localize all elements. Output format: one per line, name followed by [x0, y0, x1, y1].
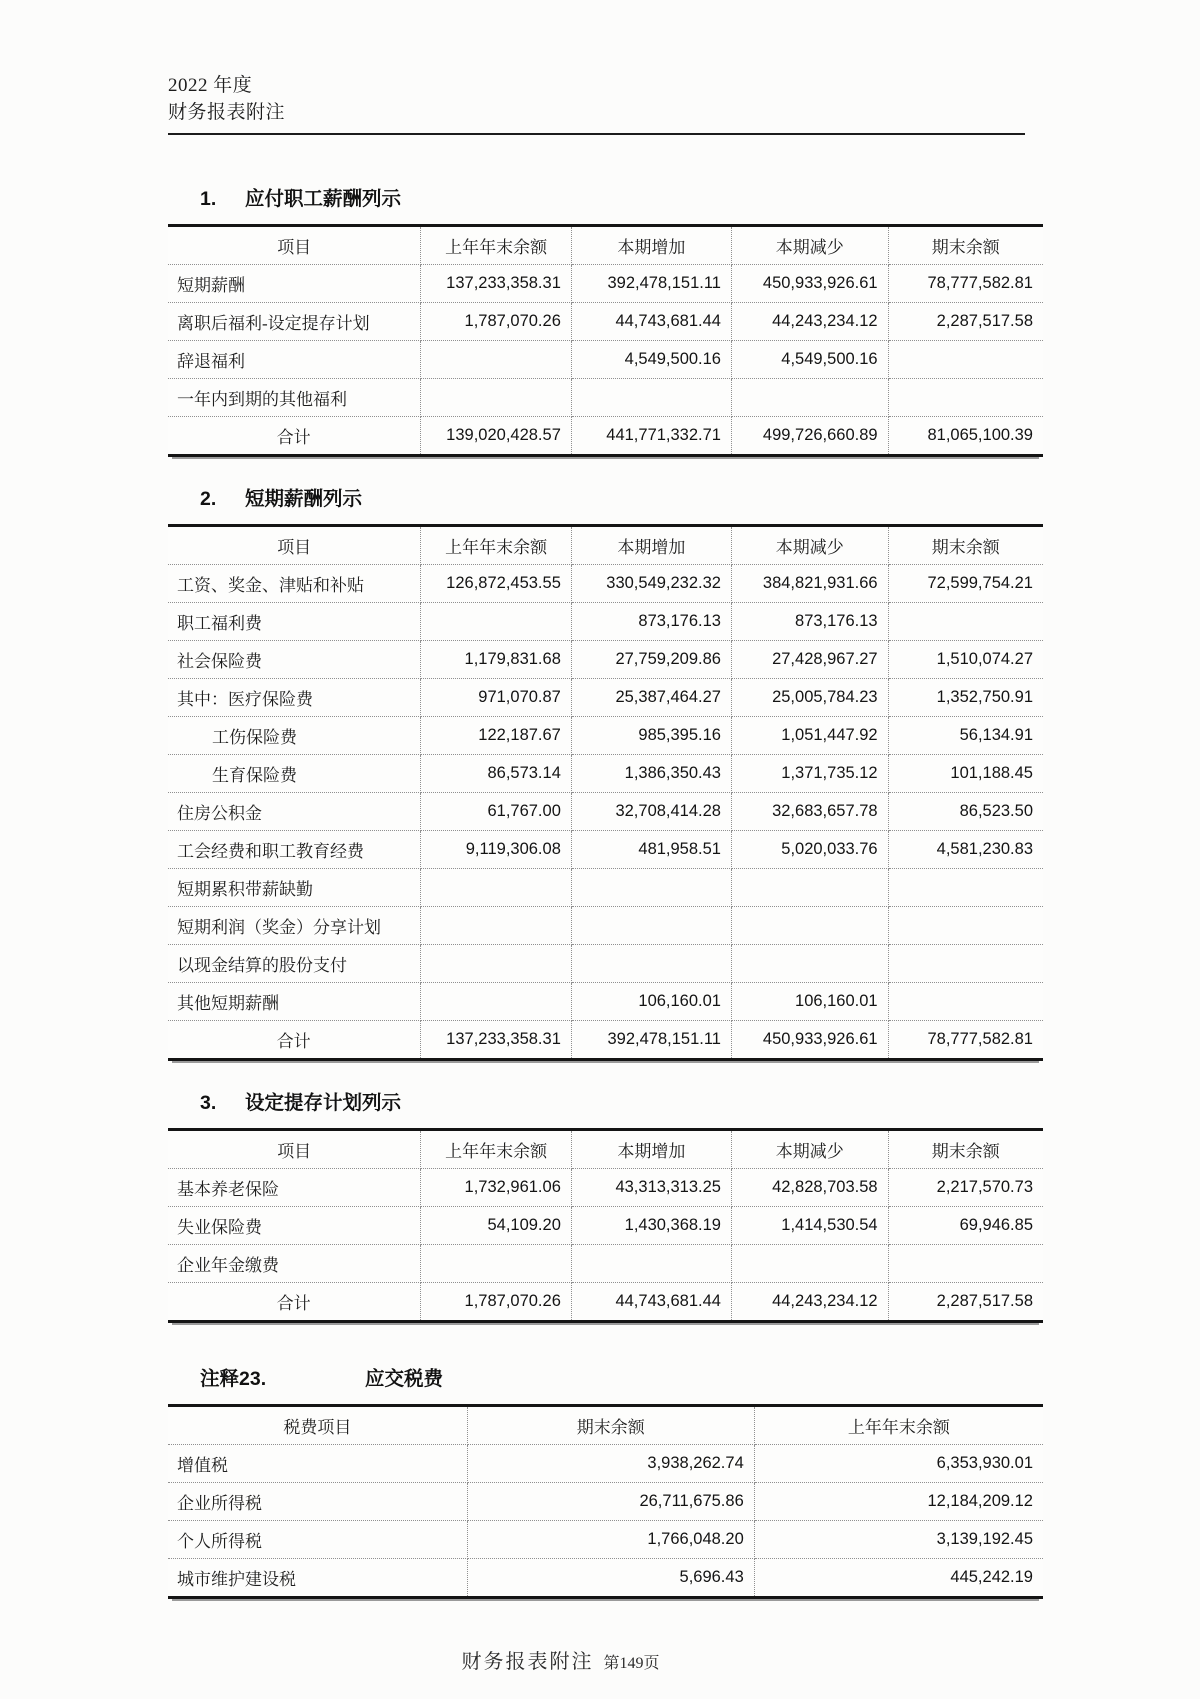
- table-row: [168, 303, 1043, 341]
- table-row: [168, 341, 1043, 379]
- footer-page-number: 第149页: [603, 1655, 660, 1672]
- cell-value: 2,217,570.73: [888, 1169, 1043, 1207]
- cell-value: 86,523.50: [888, 793, 1043, 831]
- cell-value: 32,683,657.78: [731, 793, 888, 831]
- cell-value: [731, 945, 888, 983]
- cell-value: 441,771,332.71: [571, 417, 731, 456]
- cell-value: [571, 907, 731, 945]
- cell-value: 86,573.14: [421, 755, 572, 793]
- cell-value: 2,287,517.58: [888, 1283, 1043, 1322]
- cell-value: 1,787,070.26: [421, 303, 572, 341]
- table-row: [168, 755, 1043, 793]
- cell-value: 69,946.85: [888, 1207, 1043, 1245]
- cell-value: 44,243,234.12: [731, 303, 888, 341]
- cell-value: 5,020,033.76: [731, 831, 888, 869]
- column-header: 期末余额: [888, 526, 1043, 565]
- cell-value: 137,233,358.31: [421, 265, 572, 303]
- cell-value: 44,743,681.44: [571, 303, 731, 341]
- cell-value: [731, 379, 888, 417]
- cell-value: 61,767.00: [421, 793, 572, 831]
- row-label: 失业保险费: [168, 1207, 421, 1245]
- cell-value: [888, 983, 1043, 1021]
- cell-value: 43,313,313.25: [571, 1169, 731, 1207]
- row-label: 离职后福利-设定提存计划: [168, 303, 421, 341]
- cell-value: 392,478,151.11: [571, 1021, 731, 1060]
- cell-value: [731, 907, 888, 945]
- header-row: [168, 526, 1043, 565]
- cell-value: 1,179,831.68: [421, 641, 572, 679]
- row-label: 住房公积金: [168, 793, 421, 831]
- cell-value: 32,708,414.28: [571, 793, 731, 831]
- section-number: 1.: [200, 188, 217, 210]
- cell-value: 450,933,926.61: [731, 1021, 888, 1060]
- table-row: [168, 379, 1043, 417]
- cell-value: 106,160.01: [731, 983, 888, 1021]
- document-header: [168, 0, 1043, 135]
- cell-value: 78,777,582.81: [888, 1021, 1043, 1060]
- table-row: [168, 983, 1043, 1021]
- cell-value: 27,428,967.27: [731, 641, 888, 679]
- column-header: 项目: [168, 1130, 421, 1169]
- section-heading: [200, 1363, 1043, 1391]
- row-label: 合计: [168, 417, 421, 456]
- cell-value: 1,510,074.27: [888, 641, 1043, 679]
- row-label: 工伤保险费: [168, 717, 421, 755]
- cell-value: 9,119,306.08: [421, 831, 572, 869]
- footer-title: 财务报表附注: [461, 1651, 594, 1673]
- section-title: 应付职工薪酬列示: [245, 188, 402, 210]
- column-header: 项目: [168, 526, 421, 565]
- cell-value: 26,711,675.86: [467, 1483, 754, 1521]
- section-defined-contribution: [168, 1087, 1043, 1323]
- row-label: 社会保险费: [168, 641, 421, 679]
- document-footer: [123, 1645, 998, 1674]
- cell-value: [421, 945, 572, 983]
- cell-value: [888, 603, 1043, 641]
- cell-value: [888, 907, 1043, 945]
- table-row: [168, 945, 1043, 983]
- cell-value: 445,242.19: [754, 1559, 1043, 1598]
- row-label: 以现金结算的股份支付: [168, 945, 421, 983]
- table-row: [168, 679, 1043, 717]
- row-label: 短期薪酬: [168, 265, 421, 303]
- table-row: [168, 1521, 1043, 1559]
- section-heading: [200, 1087, 1043, 1115]
- cell-value: 12,184,209.12: [754, 1483, 1043, 1521]
- column-header: 税费项目: [168, 1406, 467, 1445]
- cell-value: [421, 869, 572, 907]
- column-header: 项目: [168, 226, 421, 265]
- table-row: [168, 793, 1043, 831]
- row-label: 生育保险费: [168, 755, 421, 793]
- cell-value: 137,233,358.31: [421, 1021, 572, 1060]
- row-label: 职工福利费: [168, 603, 421, 641]
- cell-value: [421, 341, 572, 379]
- cell-value: 27,759,209.86: [571, 641, 731, 679]
- row-label: 一年内到期的其他福利: [168, 379, 421, 417]
- cell-value: 78,777,582.81: [888, 265, 1043, 303]
- table-row: [168, 869, 1043, 907]
- section-number: 3.: [200, 1092, 217, 1114]
- row-label: 企业年金缴费: [168, 1245, 421, 1283]
- cell-value: 81,065,100.39: [888, 417, 1043, 456]
- column-header: 上年年末余额: [754, 1406, 1043, 1445]
- cell-value: 3,938,262.74: [467, 1445, 754, 1483]
- row-label: 短期利润（奖金）分享计划: [168, 907, 421, 945]
- cell-value: 1,766,048.20: [467, 1521, 754, 1559]
- table-row: [168, 1445, 1043, 1483]
- column-header: 本期增加: [571, 1130, 731, 1169]
- cell-value: 5,696.43: [467, 1559, 754, 1598]
- column-header: 本期增加: [571, 526, 731, 565]
- cell-value: 1,386,350.43: [571, 755, 731, 793]
- cell-value: 481,958.51: [571, 831, 731, 869]
- cell-value: [421, 983, 572, 1021]
- cell-value: 101,188.45: [888, 755, 1043, 793]
- section-title: 设定提存计划列示: [245, 1092, 402, 1114]
- row-label: 合计: [168, 1283, 421, 1322]
- cell-value: 4,549,500.16: [731, 341, 888, 379]
- total-row: [168, 1021, 1043, 1060]
- cell-value: 44,243,234.12: [731, 1283, 888, 1322]
- row-label: 基本养老保险: [168, 1169, 421, 1207]
- cell-value: [571, 379, 731, 417]
- cell-value: 42,828,703.58: [731, 1169, 888, 1207]
- row-label: 合计: [168, 1021, 421, 1060]
- column-header: 上年年末余额: [421, 1130, 572, 1169]
- cell-value: 1,732,961.06: [421, 1169, 572, 1207]
- cell-value: 873,176.13: [731, 603, 888, 641]
- row-label: 增值税: [168, 1445, 467, 1483]
- section-employee-compensation: [168, 183, 1043, 457]
- column-header: 期末余额: [467, 1406, 754, 1445]
- cell-value: 4,581,230.83: [888, 831, 1043, 869]
- column-header: 本期减少: [731, 526, 888, 565]
- header-doc-line: 财务报表附注: [168, 102, 286, 123]
- section-heading: [200, 183, 1043, 211]
- row-label: 短期累积带薪缺勤: [168, 869, 421, 907]
- column-header: 期末余额: [888, 1130, 1043, 1169]
- cell-value: [888, 1245, 1043, 1283]
- section-short-term-compensation: [168, 483, 1043, 1061]
- table-row: [168, 907, 1043, 945]
- row-label: 城市维护建设税: [168, 1559, 467, 1598]
- table-row: [168, 1245, 1043, 1283]
- cell-value: [571, 945, 731, 983]
- cell-value: 450,933,926.61: [731, 265, 888, 303]
- row-label: 企业所得税: [168, 1483, 467, 1521]
- column-header: 上年年末余额: [421, 526, 572, 565]
- section-taxes-payable: [168, 1363, 1043, 1599]
- cell-value: [421, 907, 572, 945]
- section-title: 应交税费: [365, 1368, 444, 1390]
- cell-value: [421, 379, 572, 417]
- row-label: 辞退福利: [168, 341, 421, 379]
- column-header: 期末余额: [888, 226, 1043, 265]
- cell-value: 25,387,464.27: [571, 679, 731, 717]
- cell-value: 1,430,368.19: [571, 1207, 731, 1245]
- total-row: [168, 417, 1043, 456]
- cell-value: 1,051,447.92: [731, 717, 888, 755]
- cell-value: 499,726,660.89: [731, 417, 888, 456]
- section-number: 2.: [200, 488, 217, 510]
- section-heading: [200, 483, 1043, 511]
- cell-value: 126,872,453.55: [421, 565, 572, 603]
- table-row: [168, 1169, 1043, 1207]
- cell-value: [571, 869, 731, 907]
- column-header: 本期减少: [731, 1130, 888, 1169]
- header-row: [168, 1406, 1043, 1445]
- cell-value: [888, 379, 1043, 417]
- cell-value: 4,549,500.16: [571, 341, 731, 379]
- cell-value: 6,353,930.01: [754, 1445, 1043, 1483]
- defined-contribution-table: [168, 1128, 1043, 1323]
- total-row: [168, 1283, 1043, 1322]
- cell-value: [731, 1245, 888, 1283]
- cell-value: 54,109.20: [421, 1207, 572, 1245]
- cell-value: 1,787,070.26: [421, 1283, 572, 1322]
- table-row: [168, 717, 1043, 755]
- header-year-line: 2022 年度: [168, 75, 253, 96]
- row-label: 其中：医疗保险费: [168, 679, 421, 717]
- page-content: [168, 0, 1043, 1674]
- cell-value: 971,070.87: [421, 679, 572, 717]
- table-row: [168, 1483, 1043, 1521]
- cell-value: 330,549,232.32: [571, 565, 731, 603]
- cell-value: 3,139,192.45: [754, 1521, 1043, 1559]
- cell-value: [421, 1245, 572, 1283]
- section-title: 短期薪酬列示: [245, 488, 363, 510]
- table-row: [168, 641, 1043, 679]
- table-row: [168, 831, 1043, 869]
- row-label: 个人所得税: [168, 1521, 467, 1559]
- employee-compensation-table: [168, 224, 1043, 457]
- column-header: 上年年末余额: [421, 226, 572, 265]
- cell-value: 2,287,517.58: [888, 303, 1043, 341]
- short-term-compensation-table: [168, 524, 1043, 1061]
- table-row: [168, 603, 1043, 641]
- header-row: [168, 226, 1043, 265]
- cell-value: 1,414,530.54: [731, 1207, 888, 1245]
- row-label: 其他短期薪酬: [168, 983, 421, 1021]
- column-header: 本期增加: [571, 226, 731, 265]
- cell-value: 1,352,750.91: [888, 679, 1043, 717]
- cell-value: 873,176.13: [571, 603, 731, 641]
- table-row: [168, 1559, 1043, 1598]
- cell-value: 1,371,735.12: [731, 755, 888, 793]
- cell-value: 56,134.91: [888, 717, 1043, 755]
- cell-value: 122,187.67: [421, 717, 572, 755]
- table-row: [168, 565, 1043, 603]
- cell-value: 44,743,681.44: [571, 1283, 731, 1322]
- cell-value: 985,395.16: [571, 717, 731, 755]
- header-rule: [168, 133, 1025, 135]
- cell-value: [571, 1245, 731, 1283]
- cell-value: 392,478,151.11: [571, 265, 731, 303]
- row-label: 工资、奖金、津贴和补贴: [168, 565, 421, 603]
- cell-value: [888, 945, 1043, 983]
- cell-value: 384,821,931.66: [731, 565, 888, 603]
- cell-value: [421, 603, 572, 641]
- cell-value: 72,599,754.21: [888, 565, 1043, 603]
- row-label: 工会经费和职工教育经费: [168, 831, 421, 869]
- cell-value: [888, 869, 1043, 907]
- cell-value: 139,020,428.57: [421, 417, 572, 456]
- cell-value: [888, 341, 1043, 379]
- cell-value: [731, 869, 888, 907]
- cell-value: 106,160.01: [571, 983, 731, 1021]
- table-row: [168, 265, 1043, 303]
- column-header: 本期减少: [731, 226, 888, 265]
- section-number: 注释23.: [200, 1368, 267, 1390]
- taxes-payable-table: [168, 1404, 1043, 1599]
- cell-value: 25,005,784.23: [731, 679, 888, 717]
- header-row: [168, 1130, 1043, 1169]
- table-row: [168, 1207, 1043, 1245]
